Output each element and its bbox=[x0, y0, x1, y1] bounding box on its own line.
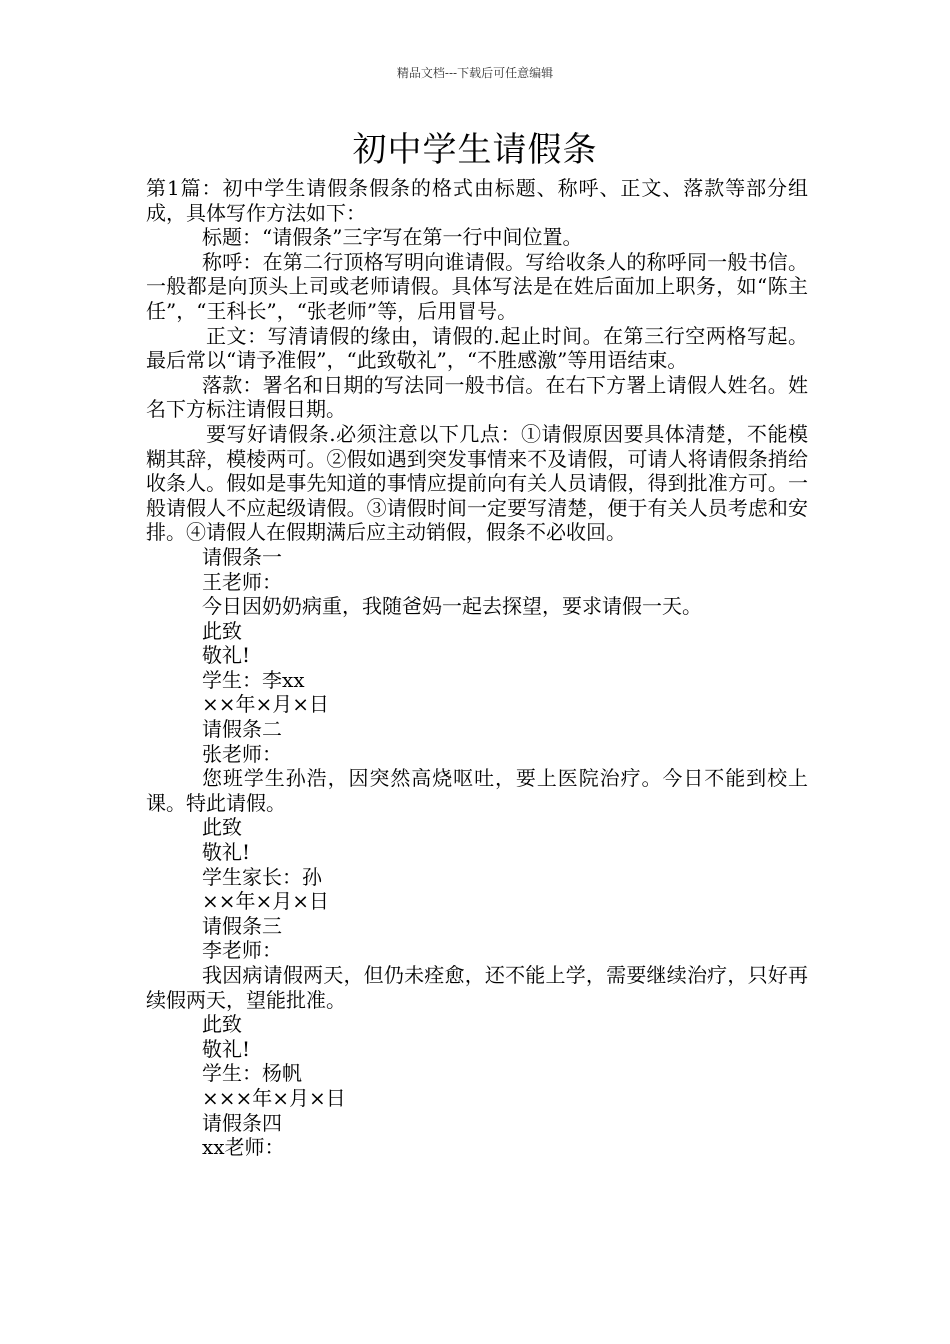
page-header: 精品文档---下载后可任意编辑 bbox=[396, 66, 554, 80]
sample-1-salutation: 王老师： bbox=[202, 569, 282, 594]
document-body bbox=[146, 176, 808, 1160]
sample-heading-4: 请假条四 bbox=[202, 1110, 282, 1135]
document-title: 初中学生请假条 bbox=[352, 130, 598, 170]
sample-3-date: ×××年×月×日 bbox=[202, 1085, 346, 1110]
paragraph-salutation-rule: 称呼：在第二行顶格写明向谁请假。写给收条人的称呼同一般书信。一般都是向顶头上司或老师请假。具体写法是在姓后面加上职务，如“陈主任”，“王科长”，“张老师”等，后用冒号。 bbox=[146, 249, 808, 323]
sample-3-closing: 此致 bbox=[202, 1012, 242, 1037]
sample-heading-2: 请假条二 bbox=[202, 717, 282, 742]
paragraph-body-rule: 正文：写清请假的缘由，请假的.起止时间。在第三行空两格写起。最后常以“请予准假”，“此致敬礼”，“不胜感激”等用语结束。 bbox=[146, 323, 808, 373]
sample-3-signature: 学生：杨帆 bbox=[202, 1061, 302, 1086]
sample-1-body: 今日因奶奶病重，我随爸妈一起去探望，要求请假一天。 bbox=[202, 594, 702, 619]
sample-3-salutation: 李老师： bbox=[202, 938, 282, 963]
sample-1-signature: 学生：李xx bbox=[202, 667, 305, 692]
paragraph-signature-rule: 落款：署名和日期的写法同一般书信。在右下方署上请假人姓名。姓名下方标注请假日期。 bbox=[146, 372, 808, 422]
sample-1-salute: 敬礼! bbox=[202, 643, 251, 668]
sample-2-salutation: 张老师： bbox=[202, 741, 282, 766]
paragraph-intro: 第1篇：初中学生请假条假条的格式由标题、称呼、正文、落款等部分组成，具体写作方法如下： bbox=[146, 176, 808, 225]
sample-1-date: ××年×月×日 bbox=[202, 692, 330, 717]
sample-2-signature: 学生家长：孙 bbox=[202, 864, 322, 889]
sample-heading-3: 请假条三 bbox=[202, 913, 282, 938]
sample-3-body: 我因病请假两天，但仍未痊愈，还不能上学，需要继续治疗，只好再续假两天，望能批准。 bbox=[146, 963, 808, 1012]
sample-3-salute: 敬礼! bbox=[202, 1036, 251, 1061]
sample-2-closing: 此致 bbox=[202, 815, 242, 840]
sample-2-salute: 敬礼! bbox=[202, 840, 251, 865]
sample-4-salutation: xx老师： bbox=[202, 1135, 285, 1160]
sample-1-closing: 此致 bbox=[202, 618, 242, 643]
sample-2-body: 您班学生孙浩，因突然高烧呕吐，要上医院治疗。今日不能到校上课。特此请假。 bbox=[146, 766, 808, 815]
sample-2-date: ××年×月×日 bbox=[202, 889, 330, 914]
sample-heading-1: 请假条一 bbox=[202, 544, 282, 569]
paragraph-notes: 要写好请假条.必须注意以下几点：①请假原因要具体清楚，不能模糊其辞，模棱两可。②假如遇到突发事情来不及请假，可请人将请假条捎给收条人。假如是事先知道的事情应提前向有关人员请假，得到批准方可。一般请假人不应起级请假。③请假时间一定要写清楚，便于有关人员考虑和安排。④请假人在假期满后应主动销假，假条不必收回。 bbox=[146, 421, 808, 545]
paragraph-title-rule: 标题：“请假条”三字写在第一行中间位置。 bbox=[202, 225, 583, 250]
